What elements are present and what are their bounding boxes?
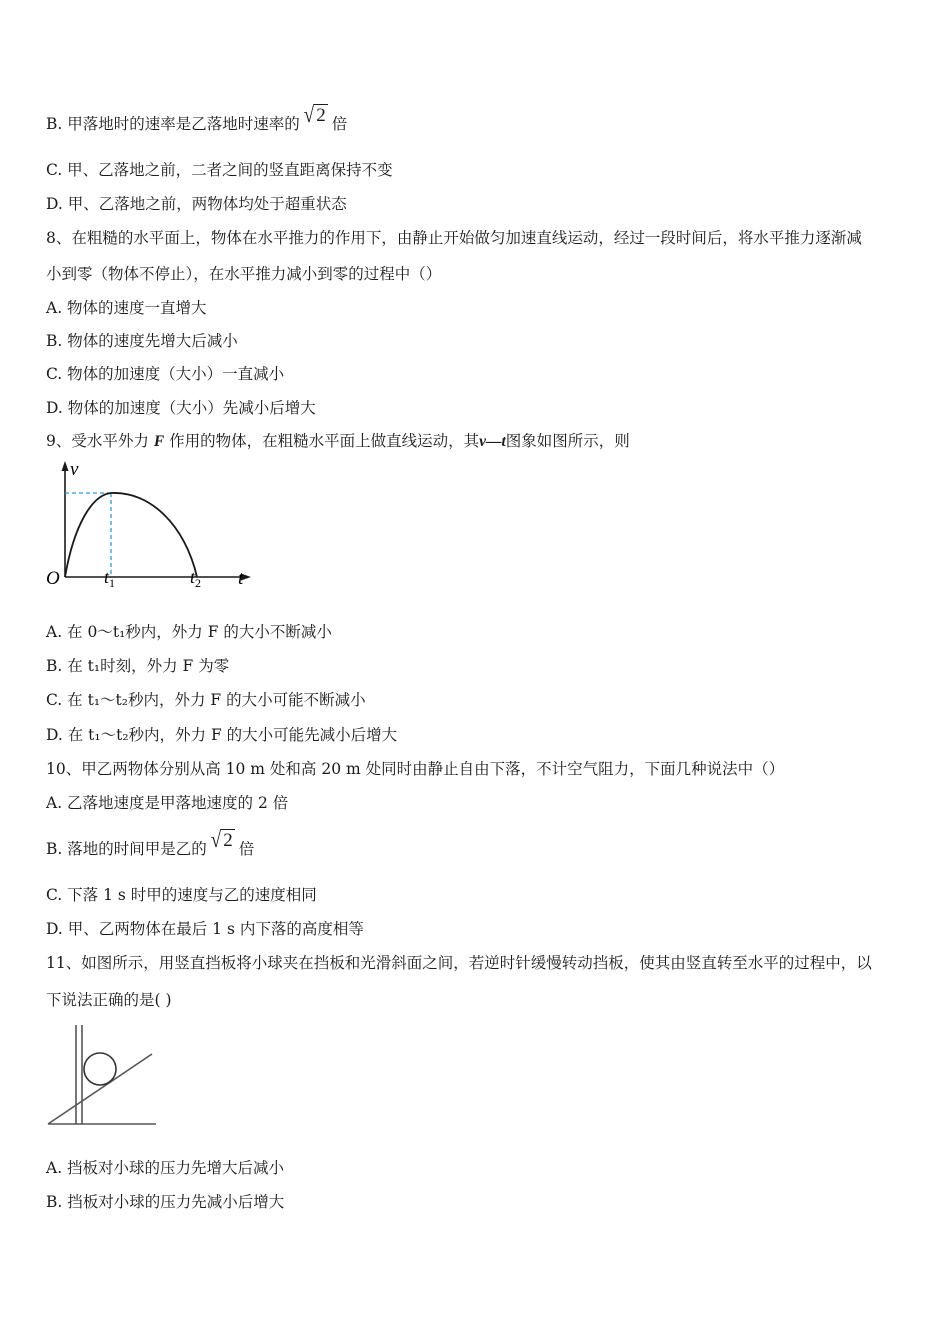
q7-option-c: C. 甲、乙落地之前，二者之间的竖直距离保持不变 bbox=[46, 161, 393, 179]
q10-option-b-suffix: 倍 bbox=[238, 840, 255, 858]
sqrt-symbol: √ 2 bbox=[210, 827, 233, 853]
q9-option-a: A. 在 0～t₁秒内，外力 F 的大小不断减小 bbox=[46, 623, 332, 641]
q11-stem-line1: 11、如图所示，用竖直挡板将小球夹在挡板和光滑斜面之间，若逆时针缓慢转动挡板，使其由竖直转至水平的过程中，以 bbox=[46, 954, 872, 972]
velocity-curve bbox=[65, 493, 197, 577]
origin-label: O bbox=[46, 568, 60, 589]
q9-option-d: D. 在 t₁～t₂秒内，外力 F 的大小可能先减小后增大 bbox=[46, 726, 398, 744]
t2-label: $t_2$ bbox=[190, 567, 202, 590]
q8-option-d: D. 物体的加速度（大小）先减小后增大 bbox=[46, 399, 316, 417]
q11-option-a: A. 挡板对小球的压力先增大后减小 bbox=[46, 1159, 285, 1177]
y-axis-arrow bbox=[62, 461, 69, 471]
q11-option-b: B. 挡板对小球的压力先减小后增大 bbox=[46, 1193, 285, 1211]
sqrt-symbol: √ 2 bbox=[303, 102, 326, 128]
t-label: t bbox=[238, 568, 244, 589]
incline-diagram bbox=[44, 1020, 164, 1130]
q9-option-c: C. 在 t₁～t₂秒内，外力 F 的大小可能不断减小 bbox=[46, 691, 366, 709]
q10-option-a: A. 乙落地速度是甲落地速度的 2 倍 bbox=[46, 794, 289, 812]
t1-label: $t_1$ bbox=[104, 567, 116, 590]
q8-stem-line1: 8、在粗糙的水平面上，物体在水平推力的作用下，由静止开始做匀加速直线运动，经过一段时间后，将水平推力逐渐减 bbox=[46, 229, 862, 247]
vt-graph bbox=[40, 455, 270, 600]
q8-stem-line2: 小到零（物体不停止），在水平推力减小到零的过程中（） bbox=[46, 265, 442, 283]
q8-option-c: C. 物体的加速度（大小）一直减小 bbox=[46, 365, 285, 383]
q10-option-c: C. 下落 1 s 时甲的速度与乙的速度相同 bbox=[46, 886, 317, 904]
incline-line bbox=[48, 1054, 152, 1124]
q8-option-b: B. 物体的速度先增大后减小 bbox=[46, 332, 238, 350]
q7-option-b-suffix: 倍 bbox=[331, 115, 348, 133]
q8-option-a: A. 物体的速度一直增大 bbox=[46, 299, 207, 317]
q7-option-b bbox=[46, 102, 348, 134]
q10-stem: 10、甲乙两物体分别从高 10 m 处和高 20 m 处同时由静止自由下落，不计空气阻力，下面几种说法中（） bbox=[46, 760, 785, 778]
q11-stem-line2: 下说法正确的是( ) bbox=[46, 991, 172, 1009]
ball bbox=[84, 1053, 116, 1085]
q7-option-d: D. 甲、乙落地之前，两物体均处于超重状态 bbox=[46, 195, 347, 213]
q10-option-d: D. 甲、乙两物体在最后 1 s 内下落的高度相等 bbox=[46, 920, 364, 938]
v-label: v bbox=[70, 459, 79, 480]
q9-stem: 9、受水平外力 F 作用的物体，在粗糙水平面上做直线运动，其v—t图象如图所示，则 bbox=[46, 432, 630, 450]
q10-option-b bbox=[46, 827, 255, 859]
q10-option-b-text: B. 落地的时间甲是乙的 bbox=[46, 840, 207, 858]
q7-option-b-text: B. 甲落地时的速率是乙落地时速率的 bbox=[46, 115, 300, 133]
q9-option-b: B. 在 t₁时刻，外力 F 为零 bbox=[46, 657, 230, 675]
